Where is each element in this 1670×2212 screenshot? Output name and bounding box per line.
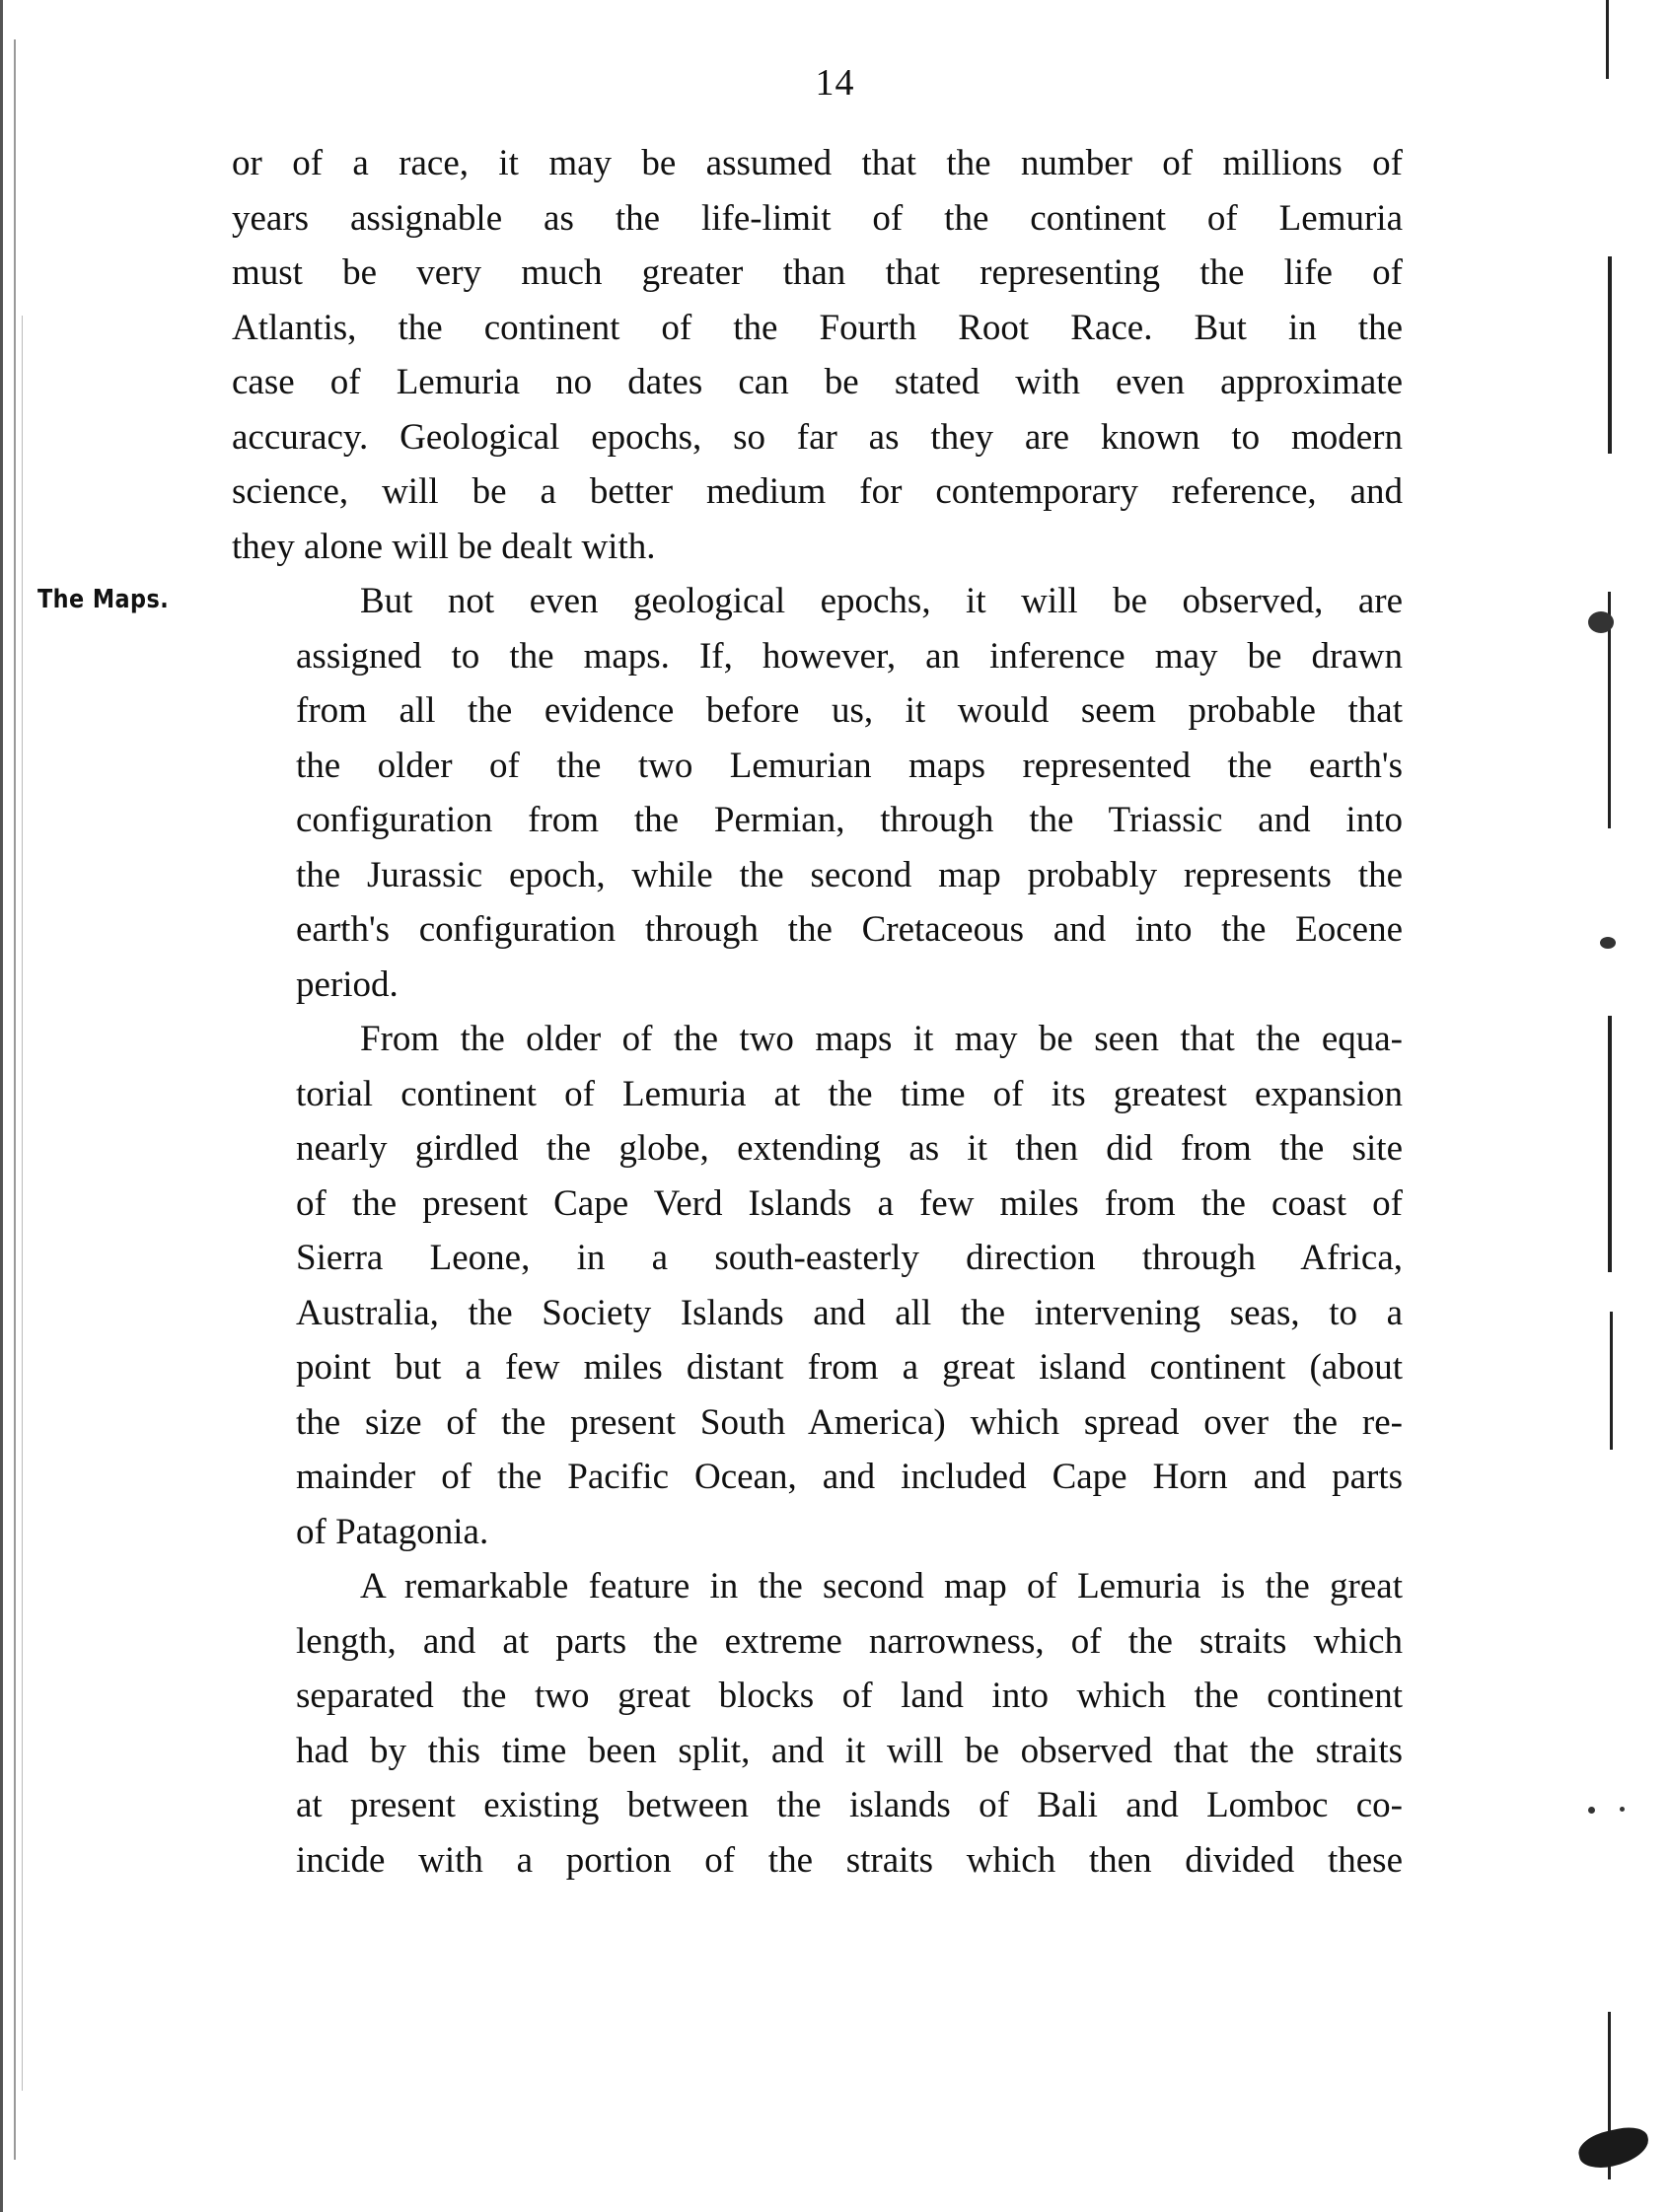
paragraph-continuation [232,136,1403,574]
text-line: separated the two great blocks of land into which the continent [296,1676,1403,1716]
text-line: torial continent of Lemuria at the time of its greatest expansion [296,1073,1403,1114]
text-line: years assignable as the life-limit of the continent of Lemuria [232,197,1403,239]
text-line: must be very much greater than that representing the life of [232,252,1403,293]
text-line: incide with a portion of the straits which then divided these [296,1839,1403,1881]
paragraph-older-map [232,1012,1403,1559]
text-line: Australia, the Society Islands and all the intervening seas, to a [296,1292,1403,1333]
text-line: or of a race, it may be assumed that the number of millions of [232,143,1403,183]
ink-speck [1600,937,1616,949]
text-line: earth's configuration through the Cretaceous and into the Eocene [296,909,1403,950]
text-line: the size of the present South America) which spread over the re- [296,1401,1403,1443]
text-line: science, will be a better medium for contemporary reference, and [232,471,1403,512]
text-line: period. [296,963,399,1005]
text-line: But not even geological epochs, it will be observed, are [360,581,1403,621]
scan-edge-right [1610,1312,1613,1450]
text-line: configuration from the Permian, through the Triassic and into [296,800,1403,840]
text-line: assigned to the maps. If, however, an inference may be drawn [296,635,1403,677]
text-line: from all the evidence before us, it would seem probable that [296,690,1403,731]
text-line: had by this time been split, and it will be observed that the straits [296,1730,1403,1771]
text-line: accuracy. Geological epochs, so far as they are known to modern [232,416,1403,458]
margin-note: The Maps. [37,585,170,614]
ink-speck [1588,1807,1595,1814]
page-number: 14 [815,62,855,104]
text-line: From the older of the two maps it may be seen that the equa- [360,1019,1403,1059]
scan-edge-left-faint [22,316,23,2091]
text-line: they alone will be dealt with. [232,526,656,567]
ink-speck [1588,611,1614,633]
text-line: of the present Cape Verd Islands a few miles from the coast of [296,1182,1403,1224]
text-line: nearly girdled the globe, extending as it then did from the site [296,1128,1403,1169]
paragraph-maps [232,574,1403,1012]
paragraph-second-map [232,1559,1403,1888]
text-line: the Jurassic epoch, while the second map probably represents the [296,854,1403,895]
ink-blot [1575,2123,1652,2173]
text-line: mainder of the Pacific Ocean, and included Cape Horn and parts [296,1457,1403,1497]
text-line: A remarkable feature in the second map of Lemuria is the great [360,1566,1403,1606]
ink-speck [1620,1807,1625,1812]
body-text [232,136,1403,1888]
scan-edge-left [0,0,3,2212]
text-line: at present existing between the islands of Bali and Lomboc co- [296,1785,1403,1825]
text-line: Atlantis, the continent of the Fourth Root Race. But in the [232,307,1403,348]
text-line: point but a few miles distant from a great island continent (about [296,1347,1403,1388]
text-line: length, and at parts the extreme narrowness, of the straits which [296,1620,1403,1662]
scan-edge-right [1608,1016,1612,1272]
text-line: the older of the two Lemurian maps represented the earth's [296,745,1403,786]
scan-edge-right [1608,256,1612,454]
scan-edge-left-inner [14,39,16,2160]
text-line: Sierra Leone, in a south-easterly direction through Africa, [296,1238,1403,1278]
text-line: case of Lemuria no dates can be stated with even approximate [232,362,1403,402]
text-line: of Patagonia. [296,1511,489,1552]
